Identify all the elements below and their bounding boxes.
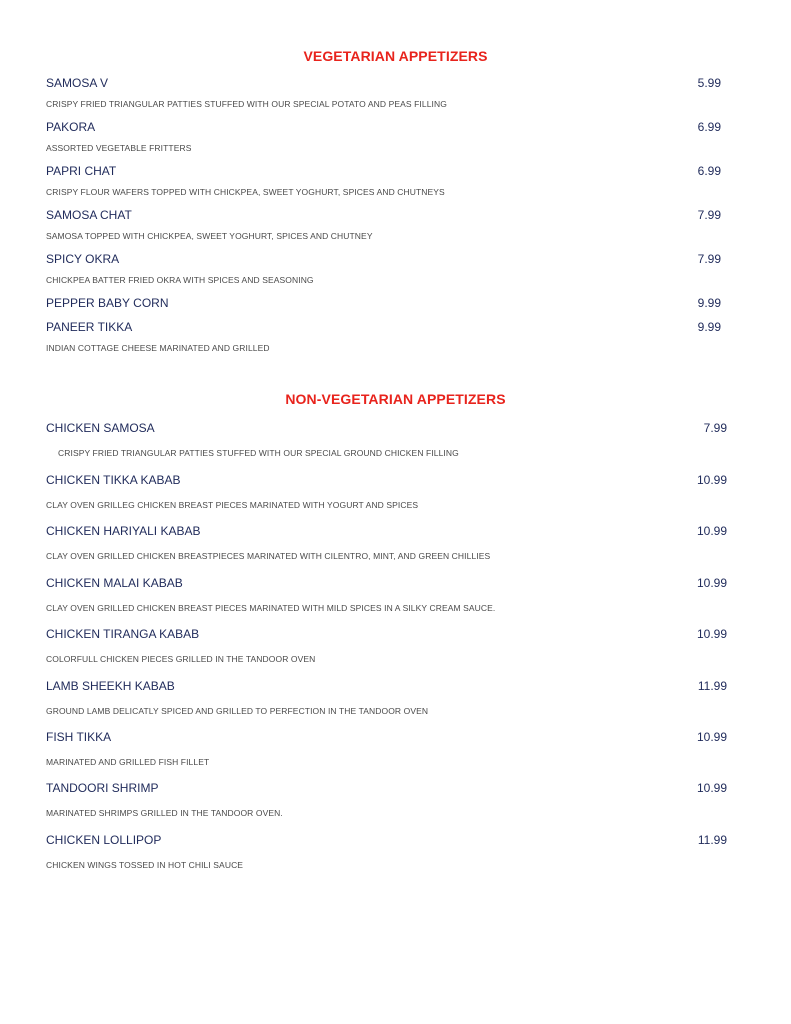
menu-item-name: CHICKEN MALAI KABAB <box>46 576 183 590</box>
menu-item-price: 6.99 <box>697 120 721 134</box>
menu-item-name: CHICKEN LOLLIPOP <box>46 833 162 847</box>
menu-item-description: MARINATED AND GRILLED FISH FILLET <box>46 757 210 767</box>
menu-item-description: CLAY OVEN GRILLEG CHICKEN BREAST PIECES MARINATED WITH YOGURT AND SPICES <box>46 500 419 510</box>
menu-item-description: CHICKEN WINGS TOSSED IN HOT CHILI SAUCE <box>46 860 244 870</box>
menu-item-price: 10.99 <box>696 730 727 744</box>
section-title-non-vegetarian: NON-VEGETARIAN APPETIZERS <box>285 391 506 407</box>
menu-item-description: CLAY OVEN GRILLED CHICKEN BREAST PIECES MARINATED WITH MILD SPICES IN A SILKY CREAM SAUCE. <box>46 603 496 613</box>
menu-item-price: 9.99 <box>697 296 721 310</box>
menu-item-description: INDIAN COTTAGE CHEESE MARINATED AND GRILLED <box>46 343 270 353</box>
menu-item-price: 10.99 <box>696 576 727 590</box>
menu-item-name: TANDOORI SHRIMP <box>46 781 159 795</box>
menu-item-name: CHICKEN SAMOSA <box>46 421 155 435</box>
menu-item-name: CHICKEN HARIYALI KABAB <box>46 524 201 538</box>
menu-item-description: COLORFULL CHICKEN PIECES GRILLED IN THE TANDOOR OVEN <box>46 654 316 664</box>
menu-item-name: SAMOSA CHAT <box>46 208 132 222</box>
menu-item-description: CRISPY FRIED TRIANGULAR PATTIES STUFFED WITH OUR SPECIAL POTATO AND PEAS FILLING <box>46 99 447 109</box>
menu-item-name: PANEER TIKKA <box>46 320 133 334</box>
menu-item-price: 10.99 <box>696 781 727 795</box>
section-title-vegetarian: VEGETARIAN APPETIZERS <box>303 48 488 64</box>
menu-item-description: MARINATED SHRIMPS GRILLED IN THE TANDOOR OVEN. <box>46 808 283 818</box>
menu-item-price: 11.99 <box>697 833 727 847</box>
menu-item-price: 7.99 <box>697 208 721 222</box>
menu-item-description: CHICKPEA BATTER FRIED OKRA WITH SPICES AND SEASONING <box>46 275 314 285</box>
menu-item-description: CRISPY FRIED TRIANGULAR PATTIES STUFFED WITH OUR SPECIAL GROUND CHICKEN FILLING <box>58 448 459 458</box>
menu-item-price: 10.99 <box>696 627 727 641</box>
menu-item-description: GROUND LAMB DELICATLY SPICED AND GRILLED TO PERFECTION IN THE TANDOOR OVEN <box>46 706 429 716</box>
menu-item-price: 5.99 <box>697 76 721 90</box>
menu-item-price: 9.99 <box>697 320 721 334</box>
menu-item-name: LAMB SHEEKH KABAB <box>46 679 175 693</box>
menu-item-price: 7.99 <box>697 252 721 266</box>
menu-item-name: SAMOSA V <box>46 76 109 90</box>
menu-item-name: PAPRI CHAT <box>46 164 117 178</box>
menu-item-description: SAMOSA TOPPED WITH CHICKPEA, SWEET YOGHURT, SPICES AND CHUTNEY <box>46 231 373 241</box>
menu-item-price: 11.99 <box>697 679 727 693</box>
menu-item-description: CRISPY FLOUR WAFERS TOPPED WITH CHICKPEA, SWEET YOGHURT, SPICES AND CHUTNEYS <box>46 187 445 197</box>
menu-item-name: CHICKEN TIKKA KABAB <box>46 473 181 487</box>
menu-item-name: PEPPER BABY CORN <box>46 296 169 310</box>
menu-item-price: 7.99 <box>703 421 727 435</box>
menu-item-price: 10.99 <box>696 524 727 538</box>
menu-item-name: PAKORA <box>46 120 96 134</box>
menu-item-name: CHICKEN TIRANGA KABAB <box>46 627 200 641</box>
menu-item-name: FISH TIKKA <box>46 730 112 744</box>
menu-item-price: 6.99 <box>697 164 721 178</box>
menu-item-price: 10.99 <box>696 473 727 487</box>
menu-item-description: CLAY OVEN GRILLED CHICKEN BREASTPIECES MARINATED WITH CILENTRO, MINT, AND GREEN CHILLIES <box>46 551 491 561</box>
menu-item-description: ASSORTED VEGETABLE FRITTERS <box>46 143 192 153</box>
menu-item-name: SPICY OKRA <box>46 252 120 266</box>
